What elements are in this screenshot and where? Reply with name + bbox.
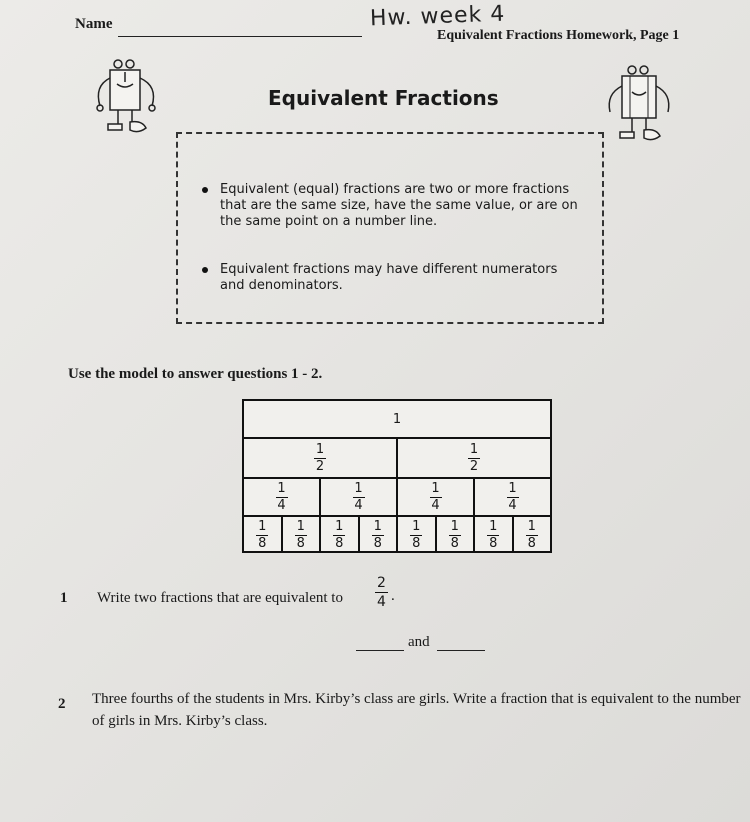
eighth-cell bbox=[475, 517, 514, 553]
numerator: 1 bbox=[335, 518, 344, 534]
whole-label: 1 bbox=[392, 411, 402, 427]
denominator: 2 bbox=[315, 458, 325, 474]
numerator: 1 bbox=[527, 518, 536, 534]
denominator: 4 bbox=[354, 497, 363, 513]
numerator: 1 bbox=[412, 518, 421, 534]
handwritten-note: Hw. week 4 bbox=[369, 1, 506, 32]
eighth-cell bbox=[283, 517, 322, 553]
fraction-label bbox=[430, 482, 442, 513]
fraction-label bbox=[276, 482, 288, 513]
denominator: 8 bbox=[296, 535, 305, 551]
fraction-label bbox=[487, 520, 499, 551]
page-title: Equivalent Fractions bbox=[268, 86, 499, 110]
eighth-cell bbox=[437, 517, 476, 553]
eighth-cell bbox=[360, 517, 399, 553]
numerator: 1 bbox=[450, 518, 459, 534]
fraction-label bbox=[295, 520, 307, 551]
fraction-bar-model bbox=[242, 399, 552, 553]
name-field[interactable] bbox=[118, 36, 362, 37]
definition-box bbox=[176, 132, 604, 324]
fourths-row bbox=[244, 479, 550, 517]
numerator: 1 bbox=[315, 441, 325, 457]
fourth-cell bbox=[475, 479, 550, 515]
model-instruction: Use the model to answer questions 1 - 2. bbox=[68, 366, 323, 382]
denominator: 8 bbox=[373, 535, 382, 551]
fraction-label bbox=[372, 520, 384, 551]
fraction-label bbox=[256, 520, 268, 551]
question-2-text: Three fourths of the students in Mrs. Kirby’s class are girls. Write a fraction that is equivalent to the number of girls in Mrs. Kirby’s class. bbox=[92, 691, 741, 729]
whole-row bbox=[244, 401, 550, 439]
eighth-cell bbox=[398, 517, 437, 553]
fraction-label bbox=[333, 520, 345, 551]
eighth-cell bbox=[321, 517, 360, 553]
numerator: 2 bbox=[377, 575, 386, 591]
denominator: 8 bbox=[527, 535, 536, 551]
numerator: 1 bbox=[354, 480, 363, 496]
denominator: 4 bbox=[431, 497, 440, 513]
fraction-label bbox=[314, 443, 326, 474]
answer-blank-2[interactable] bbox=[437, 650, 485, 651]
question-number: 1 bbox=[60, 590, 68, 606]
denominator: 4 bbox=[508, 497, 517, 513]
definition-bullet: Equivalent fractions may have different numerators and denominators. bbox=[220, 262, 582, 294]
denominator: 8 bbox=[335, 535, 344, 551]
numerator: 1 bbox=[489, 518, 498, 534]
fourth-cell bbox=[321, 479, 398, 515]
denominator: 4 bbox=[277, 497, 286, 513]
half-cell bbox=[244, 439, 398, 477]
denominator: 8 bbox=[258, 535, 267, 551]
eighth-cell bbox=[244, 517, 283, 553]
eighths-row bbox=[244, 517, 550, 553]
question-number: 2 bbox=[58, 696, 66, 712]
numerator: 1 bbox=[277, 480, 286, 496]
numerator: 1 bbox=[508, 480, 517, 496]
fraction-mascot-icon bbox=[596, 64, 678, 146]
fraction-label bbox=[353, 482, 365, 513]
fourth-cell bbox=[398, 479, 475, 515]
numerator: 1 bbox=[431, 480, 440, 496]
and-label: and bbox=[408, 634, 430, 650]
question-1-text: Write two fractions that are equivalent to bbox=[97, 590, 343, 606]
denominator: 8 bbox=[450, 535, 459, 551]
fraction-label bbox=[507, 482, 519, 513]
name-label: Name bbox=[75, 16, 113, 32]
half-cell bbox=[398, 439, 550, 477]
numerator: 1 bbox=[258, 518, 267, 534]
numerator: 1 bbox=[373, 518, 382, 534]
fraction-mascot-icon bbox=[86, 56, 168, 138]
numerator: 1 bbox=[296, 518, 305, 534]
definition-bullet: Equivalent (equal) fractions are two or more fractions that are the same size, have the same value, or are on the same point on a number line. bbox=[220, 182, 582, 230]
denominator: 8 bbox=[412, 535, 421, 551]
fraction-label bbox=[526, 520, 538, 551]
fraction-label bbox=[449, 520, 461, 551]
fraction-label bbox=[410, 520, 422, 551]
answer-blank-1[interactable] bbox=[356, 650, 404, 651]
page-subtitle: Equivalent Fractions Homework, Page 1 bbox=[437, 28, 680, 43]
whole-cell bbox=[244, 401, 550, 437]
question-1-fraction bbox=[375, 575, 388, 610]
numerator: 1 bbox=[469, 441, 479, 457]
question-1-period: . bbox=[391, 588, 395, 604]
denominator: 8 bbox=[489, 535, 498, 551]
fraction-label bbox=[468, 443, 480, 474]
denominator: 2 bbox=[469, 458, 479, 474]
eighth-cell bbox=[514, 517, 551, 553]
halves-row bbox=[244, 439, 550, 479]
fourth-cell bbox=[244, 479, 321, 515]
denominator: 4 bbox=[377, 594, 386, 610]
